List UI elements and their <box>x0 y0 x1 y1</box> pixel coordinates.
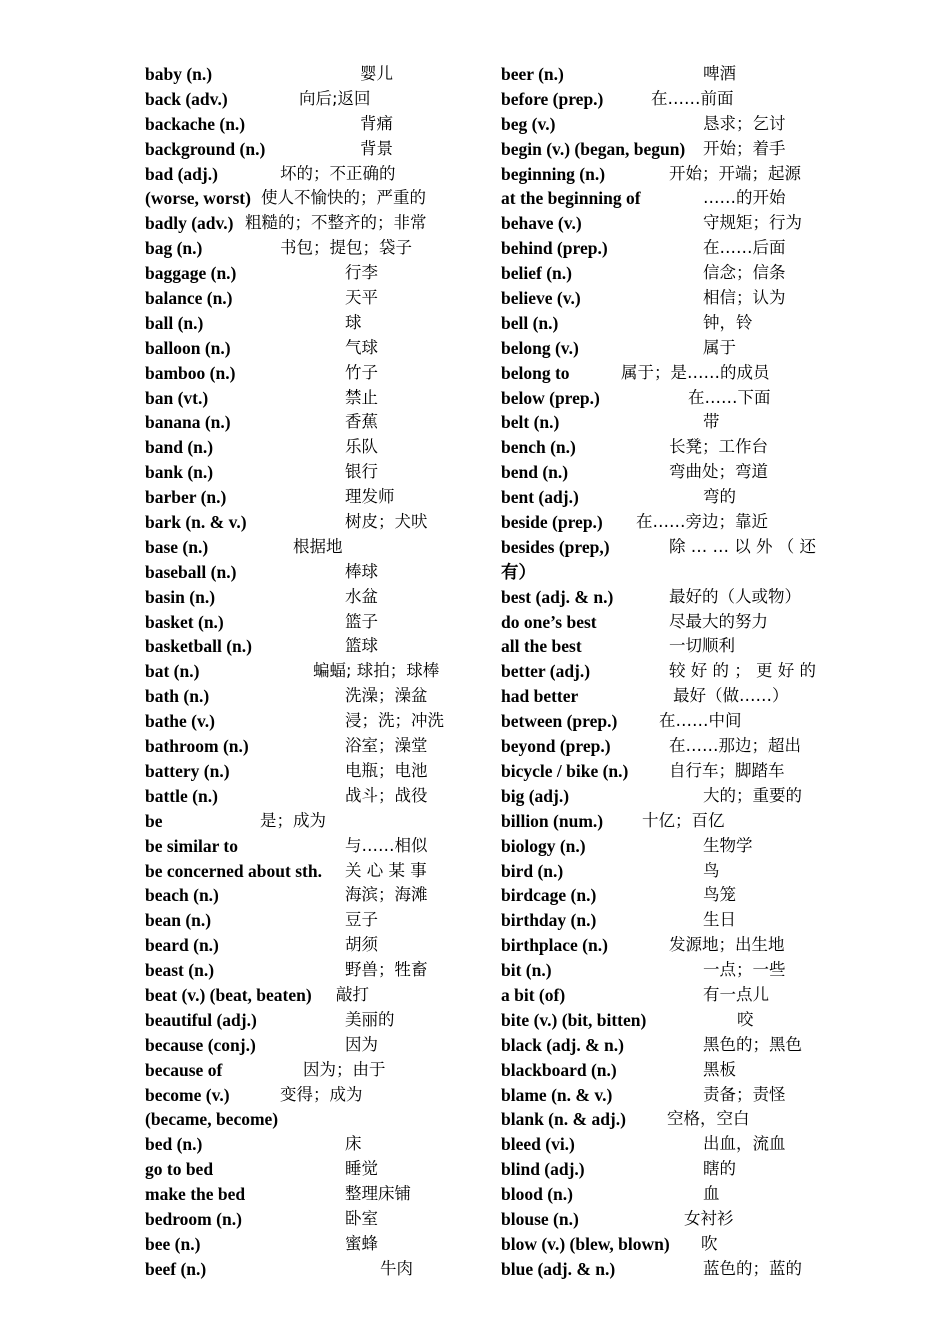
vocab-entry <box>145 983 475 1008</box>
vocab-entry <box>501 659 831 684</box>
vocab-term: ball (n.) <box>145 312 204 333</box>
vocab-term: biology (n.) <box>501 835 586 856</box>
vocab-term: birthday (n.) <box>501 910 597 931</box>
vocab-term: bath (n.) <box>145 686 210 707</box>
vocab-meaning: 弯的 <box>703 487 736 507</box>
vocab-term: bedroom (n.) <box>145 1208 242 1229</box>
vocab-entry <box>501 734 831 759</box>
vocab-meaning: 是；成为 <box>260 810 326 830</box>
vocab-entry <box>501 709 831 734</box>
vocab-term: basin (n.) <box>145 586 216 607</box>
vocab-entry <box>145 1257 475 1282</box>
vocab-entry <box>145 435 475 460</box>
vocab-meaning: 鸟笼 <box>703 885 736 905</box>
vocab-meaning: 睡觉 <box>345 1159 378 1179</box>
vocab-meaning: 银行 <box>345 462 378 482</box>
vocab-entry <box>145 1008 475 1033</box>
vocab-entry <box>501 1107 831 1132</box>
vocab-meaning: 女衬衫 <box>684 1208 734 1228</box>
vocab-meaning: 浴室；澡堂 <box>345 736 428 756</box>
vocab-meaning: 因为 <box>345 1034 378 1054</box>
vocab-meaning: 水盆 <box>345 586 378 606</box>
vocab-meaning: 除 … … 以 外 （ 还 <box>669 536 816 556</box>
vocab-meaning: 一点；一些 <box>703 960 786 980</box>
vocab-entry <box>501 510 831 535</box>
vocab-entry <box>145 261 475 286</box>
vocab-entry <box>145 510 475 535</box>
vocab-term: become (v.) <box>145 1084 230 1105</box>
vocab-meaning: 关 心 某 事 <box>345 860 427 880</box>
vocab-meaning: 敲打 <box>336 984 369 1004</box>
vocab-meaning: 弯曲处；弯道 <box>669 462 768 482</box>
vocab-term: bean (n.) <box>145 910 212 931</box>
vocab-meaning: 属于；是……的成员 <box>621 362 770 382</box>
vocab-term: ban (vt.) <box>145 387 209 408</box>
vocab-meaning: 背痛 <box>360 113 393 133</box>
vocab-entry <box>145 112 475 137</box>
vocab-meaning: 因为；由于 <box>303 1059 386 1079</box>
vocab-entry <box>501 485 831 510</box>
vocab-term: bend (n.) <box>501 462 569 483</box>
vocab-meaning: 一切顺利 <box>669 636 735 656</box>
vocab-term: 有） <box>501 561 536 582</box>
vocab-term: bell (n.) <box>501 312 559 333</box>
vocab-meaning: 理发师 <box>345 487 395 507</box>
vocab-term: best (adj. & n.) <box>501 586 614 607</box>
vocab-entry <box>145 87 475 112</box>
vocab-meaning: 在……下面 <box>688 387 771 407</box>
vocab-term: basket (n.) <box>145 611 224 632</box>
vocab-term: because of <box>145 1059 223 1080</box>
vocab-entry <box>145 1033 475 1058</box>
vocab-entry <box>145 734 475 759</box>
vocab-meaning: ……的开始 <box>703 188 786 208</box>
vocab-term: beginning (n.) <box>501 163 606 184</box>
vocab-entry <box>501 311 831 336</box>
vocab-term: balloon (n.) <box>145 337 231 358</box>
vocab-entry <box>145 834 475 859</box>
vocab-meaning: 相信；认为 <box>703 288 786 308</box>
vocab-term: big (adj.) <box>501 785 570 806</box>
vocab-meaning: 球 <box>345 312 362 332</box>
vocab-meaning: 蜜蜂 <box>345 1233 378 1253</box>
vocab-meaning: 粗糙的；不整齐的；非常 <box>245 213 427 233</box>
vocab-entry <box>145 1182 475 1207</box>
vocab-meaning: 树皮；犬吠 <box>345 512 428 532</box>
vocab-meaning: 生日 <box>703 910 736 930</box>
vocab-entry <box>501 62 831 87</box>
vocab-meaning: 竹子 <box>345 362 378 382</box>
vocab-entry <box>501 336 831 361</box>
vocab-entry <box>501 435 831 460</box>
vocab-entry <box>145 236 475 261</box>
vocab-meaning: 蓝色的；蓝的 <box>703 1258 802 1278</box>
vocab-entry <box>501 859 831 884</box>
vocab-entry <box>501 186 831 211</box>
vocab-entry <box>501 1083 831 1108</box>
vocab-entry <box>501 809 831 834</box>
vocab-meaning: 变得；成为 <box>280 1084 363 1104</box>
vocab-meaning: 十亿；百亿 <box>642 810 725 830</box>
vocab-term: between (prep.) <box>501 711 618 732</box>
vocab-meaning: 电瓶；电池 <box>345 760 428 780</box>
vocab-entry <box>145 809 475 834</box>
vocab-term: make the bed <box>145 1184 246 1205</box>
vocab-term: besides (prep,) <box>501 536 610 557</box>
vocab-entry <box>145 410 475 435</box>
vocab-term: (worse, worst) <box>145 188 251 209</box>
vocab-entry <box>501 87 831 112</box>
vocab-entry <box>145 1132 475 1157</box>
vocab-meaning: 背景 <box>360 138 393 158</box>
vocab-meaning: 恳求；乞讨 <box>703 113 786 133</box>
vocab-term: bathe (v.) <box>145 711 215 732</box>
vocab-entry <box>145 585 475 610</box>
vocab-meaning: 带 <box>703 412 720 432</box>
vocab-entry <box>501 137 831 162</box>
vocab-meaning: 啤酒 <box>703 64 736 83</box>
vocab-term: belief (n.) <box>501 263 572 284</box>
vocab-entry <box>501 1008 831 1033</box>
vocab-entry <box>501 386 831 411</box>
vocab-term: be <box>145 810 163 831</box>
vocab-meaning: 在……后面 <box>703 238 786 258</box>
vocab-meaning: 卧室 <box>345 1208 378 1228</box>
vocab-column-right <box>501 62 831 1282</box>
vocab-entry <box>501 634 831 659</box>
vocab-term: billion (num.) <box>501 810 604 831</box>
vocab-term: behave (v.) <box>501 213 582 234</box>
vocab-term: beat (v.) (beat, beaten) <box>145 984 312 1005</box>
vocab-meaning: 美丽的 <box>345 1009 395 1029</box>
vocab-term: bench (n.) <box>501 437 576 458</box>
vocab-meaning: 洗澡；澡盆 <box>345 686 428 706</box>
vocab-meaning: 战斗；战役 <box>345 785 428 805</box>
vocab-term: band (n.) <box>145 437 214 458</box>
vocab-meaning: 行李 <box>345 263 378 283</box>
vocab-term: begin (v.) (began, begun) <box>501 138 686 159</box>
vocab-entry <box>145 759 475 784</box>
vocab-entry <box>145 62 475 87</box>
vocab-term: all the best <box>501 636 582 657</box>
vocab-entry <box>501 1033 831 1058</box>
vocab-entry <box>501 1232 831 1257</box>
vocab-entry <box>145 162 475 187</box>
vocab-term: baseball (n.) <box>145 561 237 582</box>
vocab-term: bleed (vi.) <box>501 1134 575 1155</box>
vocab-term: because (conj.) <box>145 1034 256 1055</box>
vocab-term: bent (adj.) <box>501 487 579 508</box>
vocab-term: banana (n.) <box>145 412 231 433</box>
vocab-term: beach (n.) <box>145 885 219 906</box>
vocab-term: behind (prep.) <box>501 238 608 259</box>
vocab-term: black (adj. & n.) <box>501 1034 624 1055</box>
vocab-meaning: 在……那边；超出 <box>669 736 801 756</box>
vocab-term: bit (n.) <box>501 960 552 981</box>
vocab-term: barber (n.) <box>145 487 227 508</box>
vocab-meaning: 有一点儿 <box>703 984 769 1004</box>
vocab-term: background (n.) <box>145 138 266 159</box>
vocab-term: battery (n.) <box>145 760 230 781</box>
vocab-term: birdcage (n.) <box>501 885 597 906</box>
vocab-term: backache (n.) <box>145 113 246 134</box>
vocab-entry <box>501 983 831 1008</box>
vocab-term: beard (n.) <box>145 935 219 956</box>
vocab-term: belong to <box>501 362 570 383</box>
vocab-term: bathroom (n.) <box>145 736 249 757</box>
vocab-term: bicycle / bike (n.) <box>501 760 629 781</box>
vocab-term: blank (n. & adj.) <box>501 1109 626 1130</box>
vocab-entry <box>145 386 475 411</box>
vocab-term: baby (n.) <box>145 64 213 84</box>
vocab-term: beautiful (adj.) <box>145 1009 257 1030</box>
vocab-term: beg (v.) <box>501 113 556 134</box>
vocab-meaning: 整理床铺 <box>345 1184 411 1204</box>
vocab-term: beast (n.) <box>145 960 215 981</box>
vocab-entry <box>501 1157 831 1182</box>
vocab-entry <box>501 883 831 908</box>
vocab-entry <box>145 908 475 933</box>
vocab-entry <box>501 908 831 933</box>
vocab-meaning: 最好（做……） <box>673 686 789 706</box>
vocab-meaning: 信念；信条 <box>703 263 786 283</box>
vocab-term: beer (n.) <box>501 64 564 84</box>
vocab-meaning: 海滨；海滩 <box>345 885 428 905</box>
vocab-entry <box>501 112 831 137</box>
vocab-meaning: 黑色的；黑色 <box>703 1034 802 1054</box>
vocab-meaning: 开始；着手 <box>703 138 786 158</box>
vocab-entry <box>501 410 831 435</box>
vocab-entry <box>145 610 475 635</box>
vocab-term: baggage (n.) <box>145 263 237 284</box>
vocab-meaning: 大的；重要的 <box>703 785 802 805</box>
vocab-entry <box>145 958 475 983</box>
vocab-entry <box>501 784 831 809</box>
vocab-entry <box>501 560 831 585</box>
vocab-entry <box>145 336 475 361</box>
vocab-meaning: 空格，空白 <box>667 1109 750 1129</box>
vocab-term: bag (n.) <box>145 238 203 259</box>
vocab-term: be similar to <box>145 835 239 856</box>
vocab-term: birthplace (n.) <box>501 935 608 956</box>
vocab-entry <box>501 1058 831 1083</box>
vocab-term: before (prep.) <box>501 88 604 109</box>
vocab-meaning: 咬 <box>737 1009 754 1029</box>
vocab-meaning: 与……相似 <box>345 835 428 855</box>
vocab-term: beyond (prep.) <box>501 736 611 757</box>
vocab-entry <box>501 460 831 485</box>
vocab-meaning: 鸟 <box>703 860 720 880</box>
vocab-term: beside (prep.) <box>501 512 603 533</box>
vocab-term: balance (n.) <box>145 288 233 309</box>
vocab-term: below (prep.) <box>501 387 600 408</box>
vocab-term: back (adv.) <box>145 88 228 109</box>
vocab-entry <box>501 759 831 784</box>
vocab-term: bamboo (n.) <box>145 362 236 383</box>
vocab-meaning: 篮子 <box>345 611 378 631</box>
vocab-entry <box>145 460 475 485</box>
vocab-meaning: 野兽；牲畜 <box>345 960 428 980</box>
vocab-term: be concerned about sth. <box>145 860 322 881</box>
vocab-meaning: 豆子 <box>345 910 378 930</box>
vocab-meaning: 最好的（人或物） <box>669 586 801 606</box>
vocab-meaning: 自行车；脚踏车 <box>669 760 785 780</box>
vocab-entry <box>145 286 475 311</box>
vocab-entry <box>145 535 475 560</box>
vocab-term: basketball (n.) <box>145 636 252 657</box>
vocab-meaning: 棒球 <box>345 561 378 581</box>
vocab-meaning: 吹 <box>701 1233 718 1253</box>
vocab-entry <box>501 1182 831 1207</box>
vocab-term: belt (n.) <box>501 412 560 433</box>
vocab-meaning: 根据地 <box>293 536 343 556</box>
vocab-entry <box>501 834 831 859</box>
vocab-term: do one’s best <box>501 611 597 632</box>
vocab-entry <box>501 361 831 386</box>
vocab-meaning: 出血，流血 <box>703 1134 786 1154</box>
vocab-entry <box>501 1207 831 1232</box>
vocab-meaning: 书包；提包；袋子 <box>280 238 412 258</box>
vocab-meaning: 浸；洗；冲洗 <box>345 711 444 731</box>
vocab-term: a bit (of) <box>501 984 566 1005</box>
vocab-entry <box>145 709 475 734</box>
vocab-entry <box>145 859 475 884</box>
vocab-meaning: 篮球 <box>345 636 378 656</box>
vocab-term: bite (v.) (bit, bitten) <box>501 1009 647 1030</box>
vocab-entry <box>145 560 475 585</box>
vocab-meaning: 香蕉 <box>345 412 378 432</box>
vocab-term: blame (n. & v.) <box>501 1084 613 1105</box>
vocab-entry <box>501 211 831 236</box>
vocab-meaning: 禁止 <box>345 387 378 407</box>
vocab-meaning: 长凳；工作台 <box>669 437 768 457</box>
vocab-meaning: 发源地；出生地 <box>669 935 785 955</box>
vocab-meaning: 天平 <box>345 288 378 308</box>
vocab-entry <box>501 933 831 958</box>
vocab-entry <box>145 311 475 336</box>
vocab-term: blood (n.) <box>501 1184 573 1205</box>
vocab-term: blind (adj.) <box>501 1159 585 1180</box>
vocab-meaning: 黑板 <box>703 1059 736 1079</box>
vocab-entry <box>145 684 475 709</box>
vocab-entry <box>501 1257 831 1282</box>
vocab-meaning: 生物学 <box>703 835 753 855</box>
vocab-term: bank (n.) <box>145 462 214 483</box>
vocab-term: base (n.) <box>145 536 209 557</box>
vocab-entry <box>145 186 475 211</box>
vocab-meaning: 在……中间 <box>659 711 742 731</box>
vocab-term: bad (adj.) <box>145 163 218 184</box>
vocab-meaning: 属于 <box>703 337 736 357</box>
vocab-meaning: 床 <box>345 1134 362 1154</box>
vocab-meaning: 胡须 <box>345 935 378 955</box>
vocab-meaning: 在……旁边；靠近 <box>636 512 768 532</box>
vocab-entry <box>501 261 831 286</box>
vocab-meaning: 蝙蝠; 球拍；球棒 <box>313 661 440 681</box>
vocab-term: beef (n.) <box>145 1258 207 1279</box>
vocab-meaning: 乐队 <box>345 437 378 457</box>
vocab-entry <box>501 162 831 187</box>
vocab-term: believe (v.) <box>501 288 581 309</box>
vocab-meaning: 血 <box>703 1184 720 1204</box>
vocab-entry <box>501 236 831 261</box>
vocab-entry <box>145 784 475 809</box>
vocab-entry <box>145 933 475 958</box>
vocab-meaning: 气球 <box>345 337 378 357</box>
vocab-entry <box>145 485 475 510</box>
vocab-meaning: 坏的；不正确的 <box>280 163 396 183</box>
vocab-entry <box>501 535 831 560</box>
vocab-term: bat (n.) <box>145 661 200 682</box>
vocab-term: at the beginning of <box>501 188 641 209</box>
vocab-entry <box>501 585 831 610</box>
vocab-meaning: 开始；开端；起源 <box>669 163 801 183</box>
vocab-entry <box>145 137 475 162</box>
vocab-entry <box>145 1157 475 1182</box>
vocab-entry <box>501 610 831 635</box>
vocab-entry <box>145 659 475 684</box>
vocab-entry <box>145 361 475 386</box>
vocab-meaning: 牛肉 <box>380 1258 413 1278</box>
vocab-meaning: 责备；责怪 <box>703 1084 786 1104</box>
vocab-term: belong (v.) <box>501 337 579 358</box>
vocab-entry <box>501 958 831 983</box>
vocab-meaning: 钟，铃 <box>703 312 753 332</box>
vocab-meaning: 瞎的 <box>703 1159 736 1179</box>
vocab-entry <box>501 1132 831 1157</box>
vocab-term: badly (adv.) <box>145 213 234 234</box>
vocab-term: bee (n.) <box>145 1233 201 1254</box>
vocab-entry <box>145 883 475 908</box>
vocab-term: (became, become) <box>145 1109 279 1130</box>
vocab-term: blow (v.) (blew, blown) <box>501 1233 670 1254</box>
vocab-meaning: 在……前面 <box>651 88 734 108</box>
vocab-term: battle (n.) <box>145 785 218 806</box>
vocab-term: had better <box>501 686 579 707</box>
vocab-meaning: 尽最大的努力 <box>669 611 768 631</box>
vocab-meaning: 较 好 的 ； 更 好 的 <box>669 661 816 681</box>
vocab-term: better (adj.) <box>501 661 591 682</box>
vocab-entry <box>501 684 831 709</box>
vocab-entry <box>145 211 475 236</box>
vocab-term: go to bed <box>145 1159 214 1180</box>
vocab-term: blackboard (n.) <box>501 1059 617 1080</box>
vocab-column-left <box>145 62 475 1282</box>
vocab-term: bark (n. & v.) <box>145 512 247 533</box>
vocab-meaning: 向后;返回 <box>299 88 371 108</box>
vocab-entry <box>501 286 831 311</box>
vocab-meaning: 守规矩；行为 <box>703 213 802 233</box>
vocab-term: blouse (n.) <box>501 1208 579 1229</box>
vocab-term: bird (n.) <box>501 860 564 881</box>
vocab-entry <box>145 1083 475 1108</box>
vocab-meaning: 婴儿 <box>360 64 393 83</box>
vocab-entry <box>145 1207 475 1232</box>
vocab-entry <box>145 634 475 659</box>
vocab-entry <box>145 1058 475 1083</box>
vocab-term: blue (adj. & n.) <box>501 1258 616 1279</box>
vocab-meaning: 使人不愉快的；严重的 <box>261 188 426 208</box>
vocab-entry <box>145 1232 475 1257</box>
vocab-entry <box>145 1107 475 1132</box>
vocab-term: bed (n.) <box>145 1134 203 1155</box>
